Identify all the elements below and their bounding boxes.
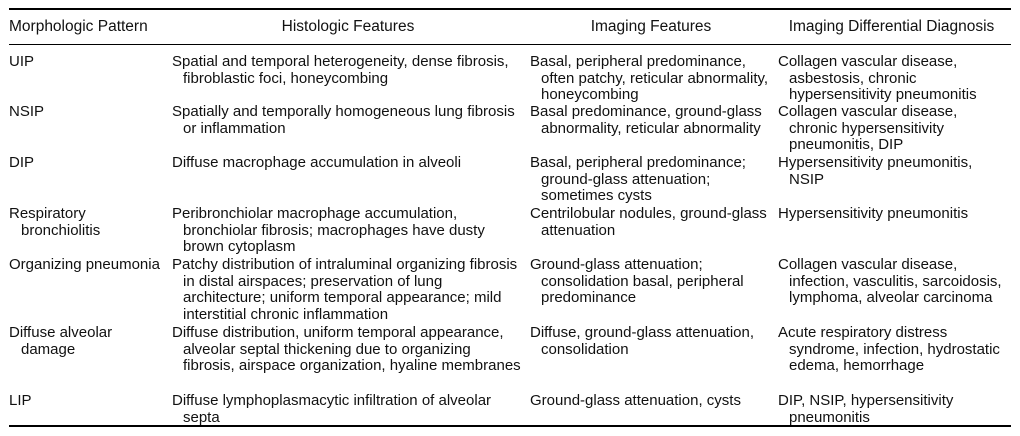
row-pattern: UIP [9,53,35,70]
header-morphologic-pattern: Morphologic Pattern [9,17,148,35]
table-row [9,45,1011,104]
row-imaging: Ground-glass attenuation; consolidation basal, peripheral predominance [530,256,744,306]
row-pattern: DIP [9,154,35,171]
row-imaging: Centrilobular nodules, ground-glass attenuation [530,205,767,239]
row-pattern: NSIP [9,103,45,120]
row-differential: Collagen vascular disease, chronic hypersensitivity pneumonitis, DIP [778,103,958,153]
header-imaging-features: Imaging Features [590,17,712,35]
row-pattern: Respiratory bronchiolitis [9,205,101,239]
table-row [9,206,1011,257]
row-histologic: Diffuse lymphoplasmacytic infiltration of alveolar septa [172,392,492,426]
row-histologic: Diffuse distribution, uniform temporal appearance, alveolar septal thickening due to organizing fibrosis, airspace organization, hyaline membranes [172,324,521,374]
row-differential: DIP, NSIP, hypersensitivity pneumonitis [778,392,954,426]
row-imaging: Diffuse, ground-glass attenuation, consolidation [530,324,755,358]
row-differential: Hypersensitivity pneumonitis [778,205,969,222]
row-histologic: Peribronchiolar macrophage accumulation, bronchiolar fibrosis; macrophages have dusty brown cytoplasm [172,205,485,255]
table-row [9,257,1011,325]
row-differential: Acute respiratory distress syndrome, infection, hydrostatic edema, hemorrhage [778,324,1000,374]
row-histologic: Spatially and temporally homogeneous lung fibrosis or inflammation [172,103,515,137]
table-row [9,104,1011,155]
row-imaging: Basal predominance, ground-glass abnormality, reticular abnormality [530,103,762,137]
row-pattern: Diffuse alveolar damage [9,324,113,358]
row-imaging: Basal, peripheral predominance; ground-glass attenuation; sometimes cysts [530,154,746,204]
row-differential: Hypersensitivity pneumonitis, NSIP [778,154,973,188]
comparison-table [9,8,1011,429]
table-header-row [9,10,1011,44]
row-pattern: LIP [9,392,32,409]
row-imaging: Basal, peripheral predominance, often patchy, reticular abnormality, honeycombing [530,53,769,103]
row-histologic: Patchy distribution of intraluminal organizing fibrosis in distal airspaces; preservation of lung architecture; uniform temporal appearance; mild interstitial chronic inflammation [172,256,518,323]
table-bottom-rule [9,425,1011,427]
row-differential: Collagen vascular disease, infection, vasculitis, sarcoidosis, lymphoma, alveolar carcinoma [778,256,1002,306]
header-imaging-differential-diagnosis: Imaging Differential Diagnosis [788,17,995,35]
row-imaging: Ground-glass attenuation, cysts [530,392,741,409]
table-row [9,155,1011,206]
table-row [9,325,1011,393]
row-histologic: Spatial and temporal heterogeneity, dense fibrosis, fibroblastic foci, honeycombing [172,53,509,87]
row-differential: Collagen vascular disease, asbestosis, chronic hypersensitivity pneumonitis [778,53,977,103]
row-histologic: Diffuse macrophage accumulation in alveoli [172,154,462,171]
header-histologic-features: Histologic Features [281,17,415,35]
row-pattern: Organizing pneumonia [9,256,160,273]
table-row [9,393,1011,429]
